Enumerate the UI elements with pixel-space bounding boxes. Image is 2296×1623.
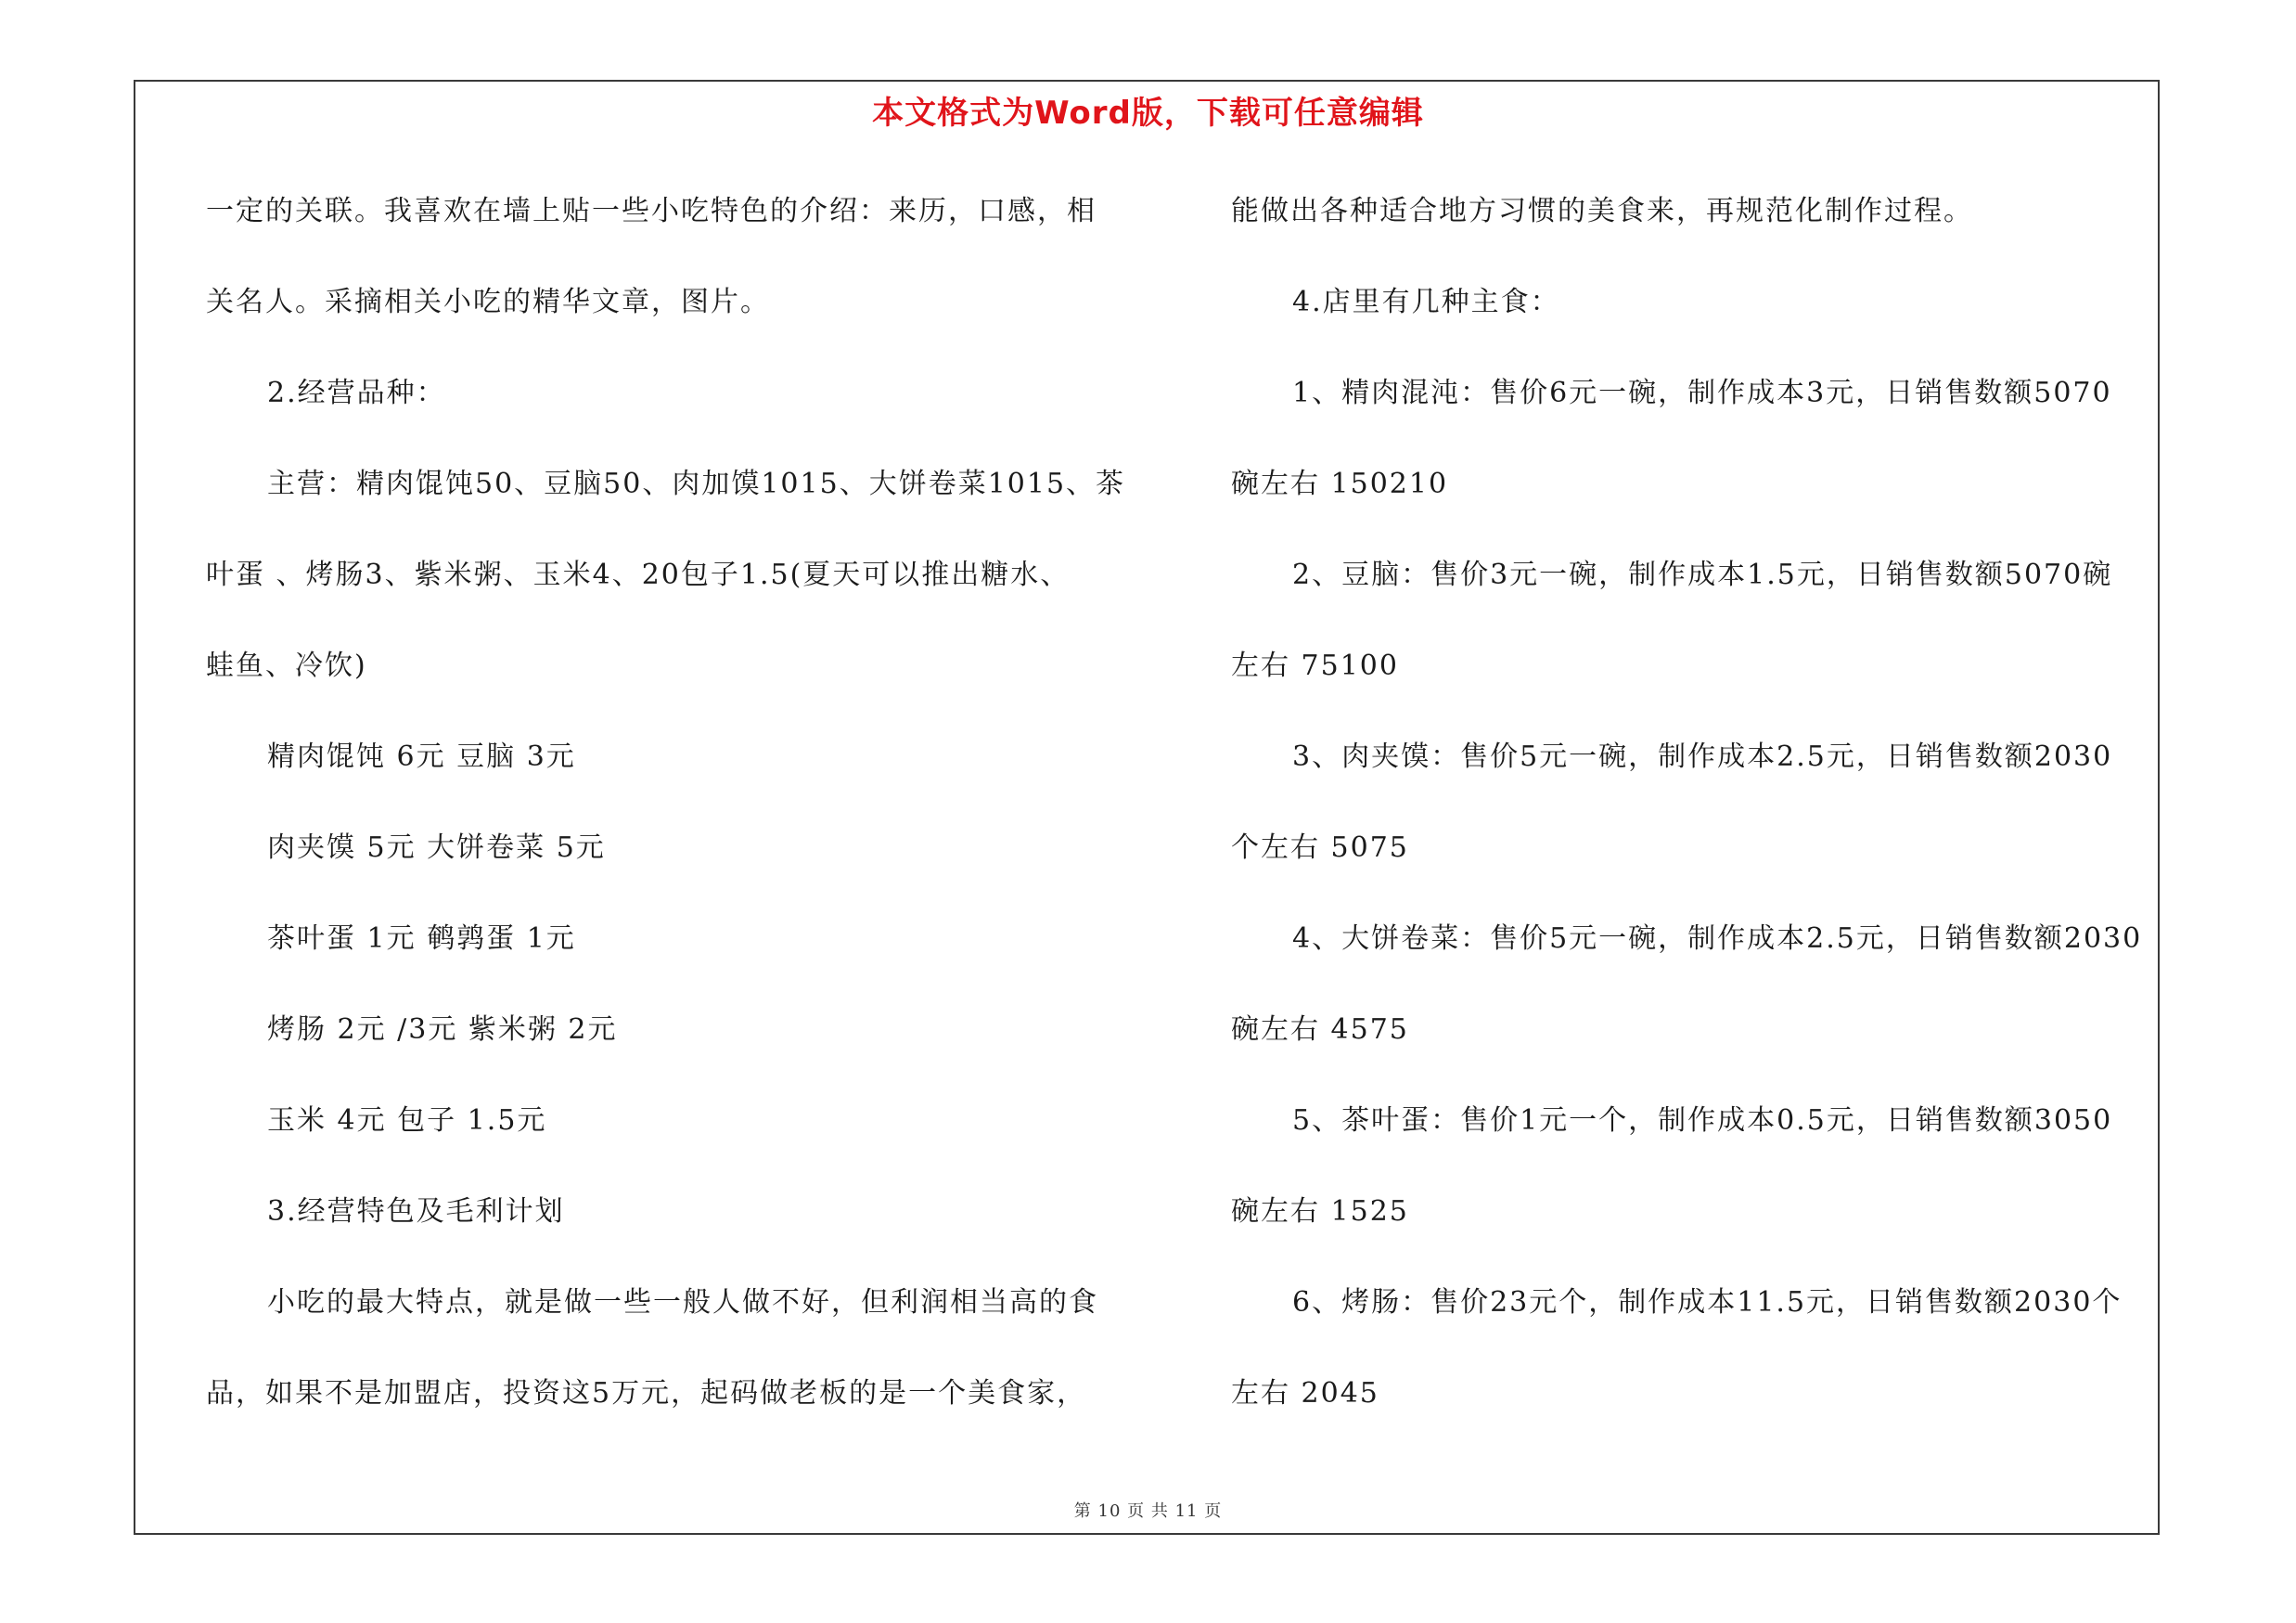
text-line: 关名人。采摘相关小吃的精华文章，图片。 [206,286,770,318]
item-line: 碗左右 4575 [1231,1013,1409,1046]
price-line: 精肉馄饨 6元 豆脑 3元 [267,741,576,773]
item-line: 1、精肉混沌：售价6元一碗，制作成本3元，日销售数额5070 [1292,377,2112,409]
text-line: 主营：精肉馄饨50、豆脑50、肉加馍1015、大饼卷菜1015、茶 [267,468,1126,500]
item-line: 3、肉夹馍：售价5元一碗，制作成本2.5元，日销售数额2030 [1292,741,2113,773]
item-line: 左右 75100 [1231,650,1399,682]
text-line: 品，如果不是加盟店，投资这5万元，起码做老板的是一个美食家， [206,1377,1087,1410]
item-line: 5、茶叶蛋：售价1元一个，制作成本0.5元，日销售数额3050 [1292,1104,2113,1137]
item-line: 2、豆脑：售价3元一碗，制作成本1.5元，日销售数额5070碗 [1292,559,2113,591]
price-line: 茶叶蛋 1元 鹌鹑蛋 1元 [267,922,576,955]
text-line: 蛙鱼、冷饮) [206,650,367,682]
format-banner: 本文格式为Word版，下载可任意编辑 [872,95,1424,132]
item-line: 个左右 5075 [1231,831,1409,864]
price-line: 肉夹馍 5元 大饼卷菜 5元 [267,831,606,864]
item-line: 碗左右 1525 [1231,1195,1409,1228]
text-line: 能做出各种适合地方习惯的美食来，再规范化制作过程。 [1231,195,1973,227]
price-line: 玉米 4元 包子 1.5元 [267,1104,547,1137]
section-heading: 2.经营品种： [267,377,446,409]
price-line: 烤肠 2元 /3元 紫米粥 2元 [267,1013,618,1046]
text-line: 小吃的最大特点，就是做一些一般人做不好，但利润相当高的食 [267,1286,1098,1319]
text-line: 叶蛋 、烤肠3、紫米粥、玉米4、20包子1.5(夏天可以推出糖水、 [206,559,1071,591]
text-line: 一定的关联。我喜欢在墙上贴一些小吃特色的介绍：来历，口感，相 [206,195,1097,227]
item-line: 碗左右 150210 [1231,468,1449,500]
section-heading: 4.店里有几种主食： [1292,286,1560,318]
item-line: 左右 2045 [1231,1377,1379,1410]
item-line: 6、烤肠：售价23元个，制作成本11.5元，日销售数额2030个 [1292,1286,2123,1319]
page-number: 第 10 页 共 11 页 [1073,1501,1223,1521]
section-heading: 3.经营特色及毛利计划 [267,1195,565,1228]
item-line: 4、大饼卷菜：售价5元一碗，制作成本2.5元，日销售数额2030 [1292,922,2143,955]
